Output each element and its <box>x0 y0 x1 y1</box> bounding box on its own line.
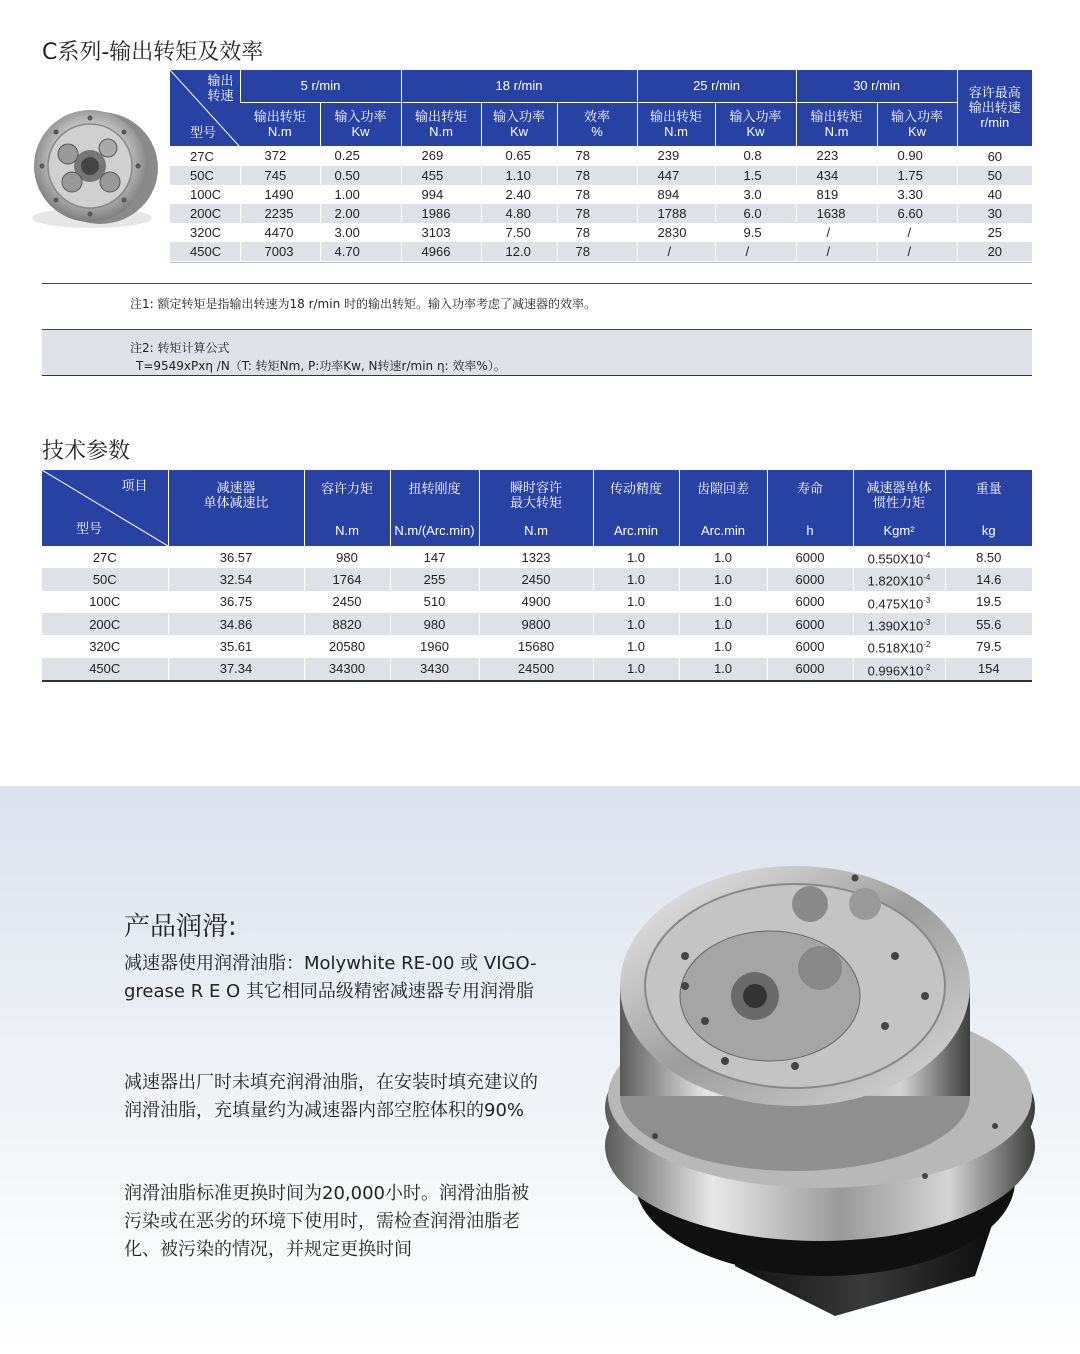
col-accuracy: 传动精度 Arc.min <box>593 470 679 546</box>
lubrication-paragraph-3: 润滑油脂标准更换时间为20,000小时。润滑油脂被污染或在恶劣的环境下使用时，需检查润滑油脂老化、被污染的情况，并规定更换时间 <box>124 1183 529 1260</box>
reducer-thumbnail-image <box>20 96 160 236</box>
note-2-title: 注2: 转矩计算公式 <box>130 341 230 355</box>
col-peak-torque: 瞬时容许 最大转矩 N.m <box>479 470 593 546</box>
note-2-box <box>42 329 1032 376</box>
col-inertia: 减速器单体 惯性力矩 Kgm² <box>853 470 945 546</box>
table-row: 50C 32.54 1764 255 2450 1.0 1.0 6000 $1.820X10^{-4}$ 14.6 <box>42 568 1032 590</box>
col-power-5: 输入功率 Kw <box>320 102 401 146</box>
notes-top-rule <box>42 283 1032 284</box>
corner-header: 项目 型号 <box>42 470 168 546</box>
speed-group-18: 18 r/min <box>401 70 637 102</box>
col-power-25: 输入功率 Kw <box>715 102 796 146</box>
col-torque-25: 输出转矩 N.m <box>637 102 715 146</box>
section-title-specs: 技术参数 <box>42 439 131 464</box>
table-row: 27C 36.57 980 147 1323 1.0 1.0 6000 $0.550X10^{-4}$ 8.50 <box>42 546 1032 568</box>
col-torque-5: 输出转矩 N.m <box>240 102 320 146</box>
col-torque-18: 输出转矩 N.m <box>401 102 481 146</box>
lubrication-paragraph-2: 减速器出厂时未填充润滑油脂，在安装时填充建议的润滑油脂，充填量约为减速器内部空腔体积的90% <box>124 1072 538 1121</box>
table-row: 100C 36.75 2450 510 4900 1.0 1.0 6000 $0.475X10^{-3}$ 19.5 <box>42 591 1032 613</box>
speed-group-30: 30 r/min <box>796 70 957 102</box>
lubrication-panel <box>0 786 1080 1354</box>
table2-bottom-rule <box>42 680 1032 682</box>
col-life: 寿命 h <box>767 470 853 546</box>
col-weight: 重量 kg <box>945 470 1032 546</box>
col-torsional-stiffness: 扭转刚度 N.m/(Arc.min) <box>390 470 479 546</box>
technical-parameters-table <box>42 470 1032 680</box>
table-row: 27C 372 0.25 269 0.65 78 239 0.8 223 0.90 60 <box>170 146 1032 166</box>
col-power-18: 输入功率 Kw <box>481 102 557 146</box>
table-row: 320C 35.61 20580 1960 15680 1.0 1.0 6000 $0.518X10^{-2}$ 79.5 <box>42 635 1032 657</box>
col-backlash: 齿隙回差 Arc.min <box>679 470 767 546</box>
col-power-30: 输入功率 Kw <box>877 102 957 146</box>
gear-reducer-product-image <box>595 846 1035 1326</box>
col-torque-30: 输出转矩 N.m <box>796 102 877 146</box>
torque-efficiency-table <box>170 70 1032 261</box>
table-row: 450C 7003 4.70 4966 12.0 78 / / / / 20 <box>170 242 1032 261</box>
note-1: 注1: 额定转矩是指输出转速为18 r/min 时的输出转矩。输入功率考虑了减速器的效率。 <box>130 297 596 311</box>
max-speed-header: 容许最高 输出转速 r/min <box>957 70 1032 146</box>
col-efficiency-18: 效率 % <box>557 102 637 146</box>
table1-bottom-rule <box>170 262 1032 263</box>
table-row: 320C 4470 3.00 3103 7.50 78 2830 9.5 / / 25 <box>170 223 1032 242</box>
lubrication-paragraph-1: 减速器使用润滑油脂：Molywhite RE-00 或 VIGO- grease R E O 其它相同品级精密减速器专用润滑脂 <box>124 953 537 1002</box>
col-allow-moment: 容许力矩 N.m <box>304 470 390 546</box>
corner-header: 输出 转速 型号 <box>170 70 240 146</box>
table-row: 50C 745 0.50 455 1.10 78 447 1.5 434 1.75 50 <box>170 166 1032 185</box>
table-row: 100C 1490 1.00 994 2.40 78 894 3.0 819 3.30 40 <box>170 185 1032 204</box>
speed-group-5: 5 r/min <box>240 70 401 102</box>
corner-diagonal-line <box>42 470 168 546</box>
table-row: 450C 37.34 34300 3430 24500 1.0 1.0 6000 $0.996X10^{-2}$ 154 <box>42 658 1032 680</box>
note-2-formula: T=9549xPxη /N（T: 转矩Nm, P:功率Kw, N转速r/min η: 效率%）。 <box>136 359 506 373</box>
table-row: 200C 34.86 8820 980 9800 1.0 1.0 6000 $1.390X10^{-3}$ 55.6 <box>42 613 1032 635</box>
speed-group-25: 25 r/min <box>637 70 796 102</box>
lubrication-title: 产品润滑: <box>124 912 237 942</box>
section-title-torque: C系列-输出转矩及效率 <box>42 40 264 65</box>
table-row: 200C 2235 2.00 1986 4.80 78 1788 6.0 1638 6.60 30 <box>170 204 1032 223</box>
col-ratio: 减速器 单体减速比 <box>168 470 304 546</box>
